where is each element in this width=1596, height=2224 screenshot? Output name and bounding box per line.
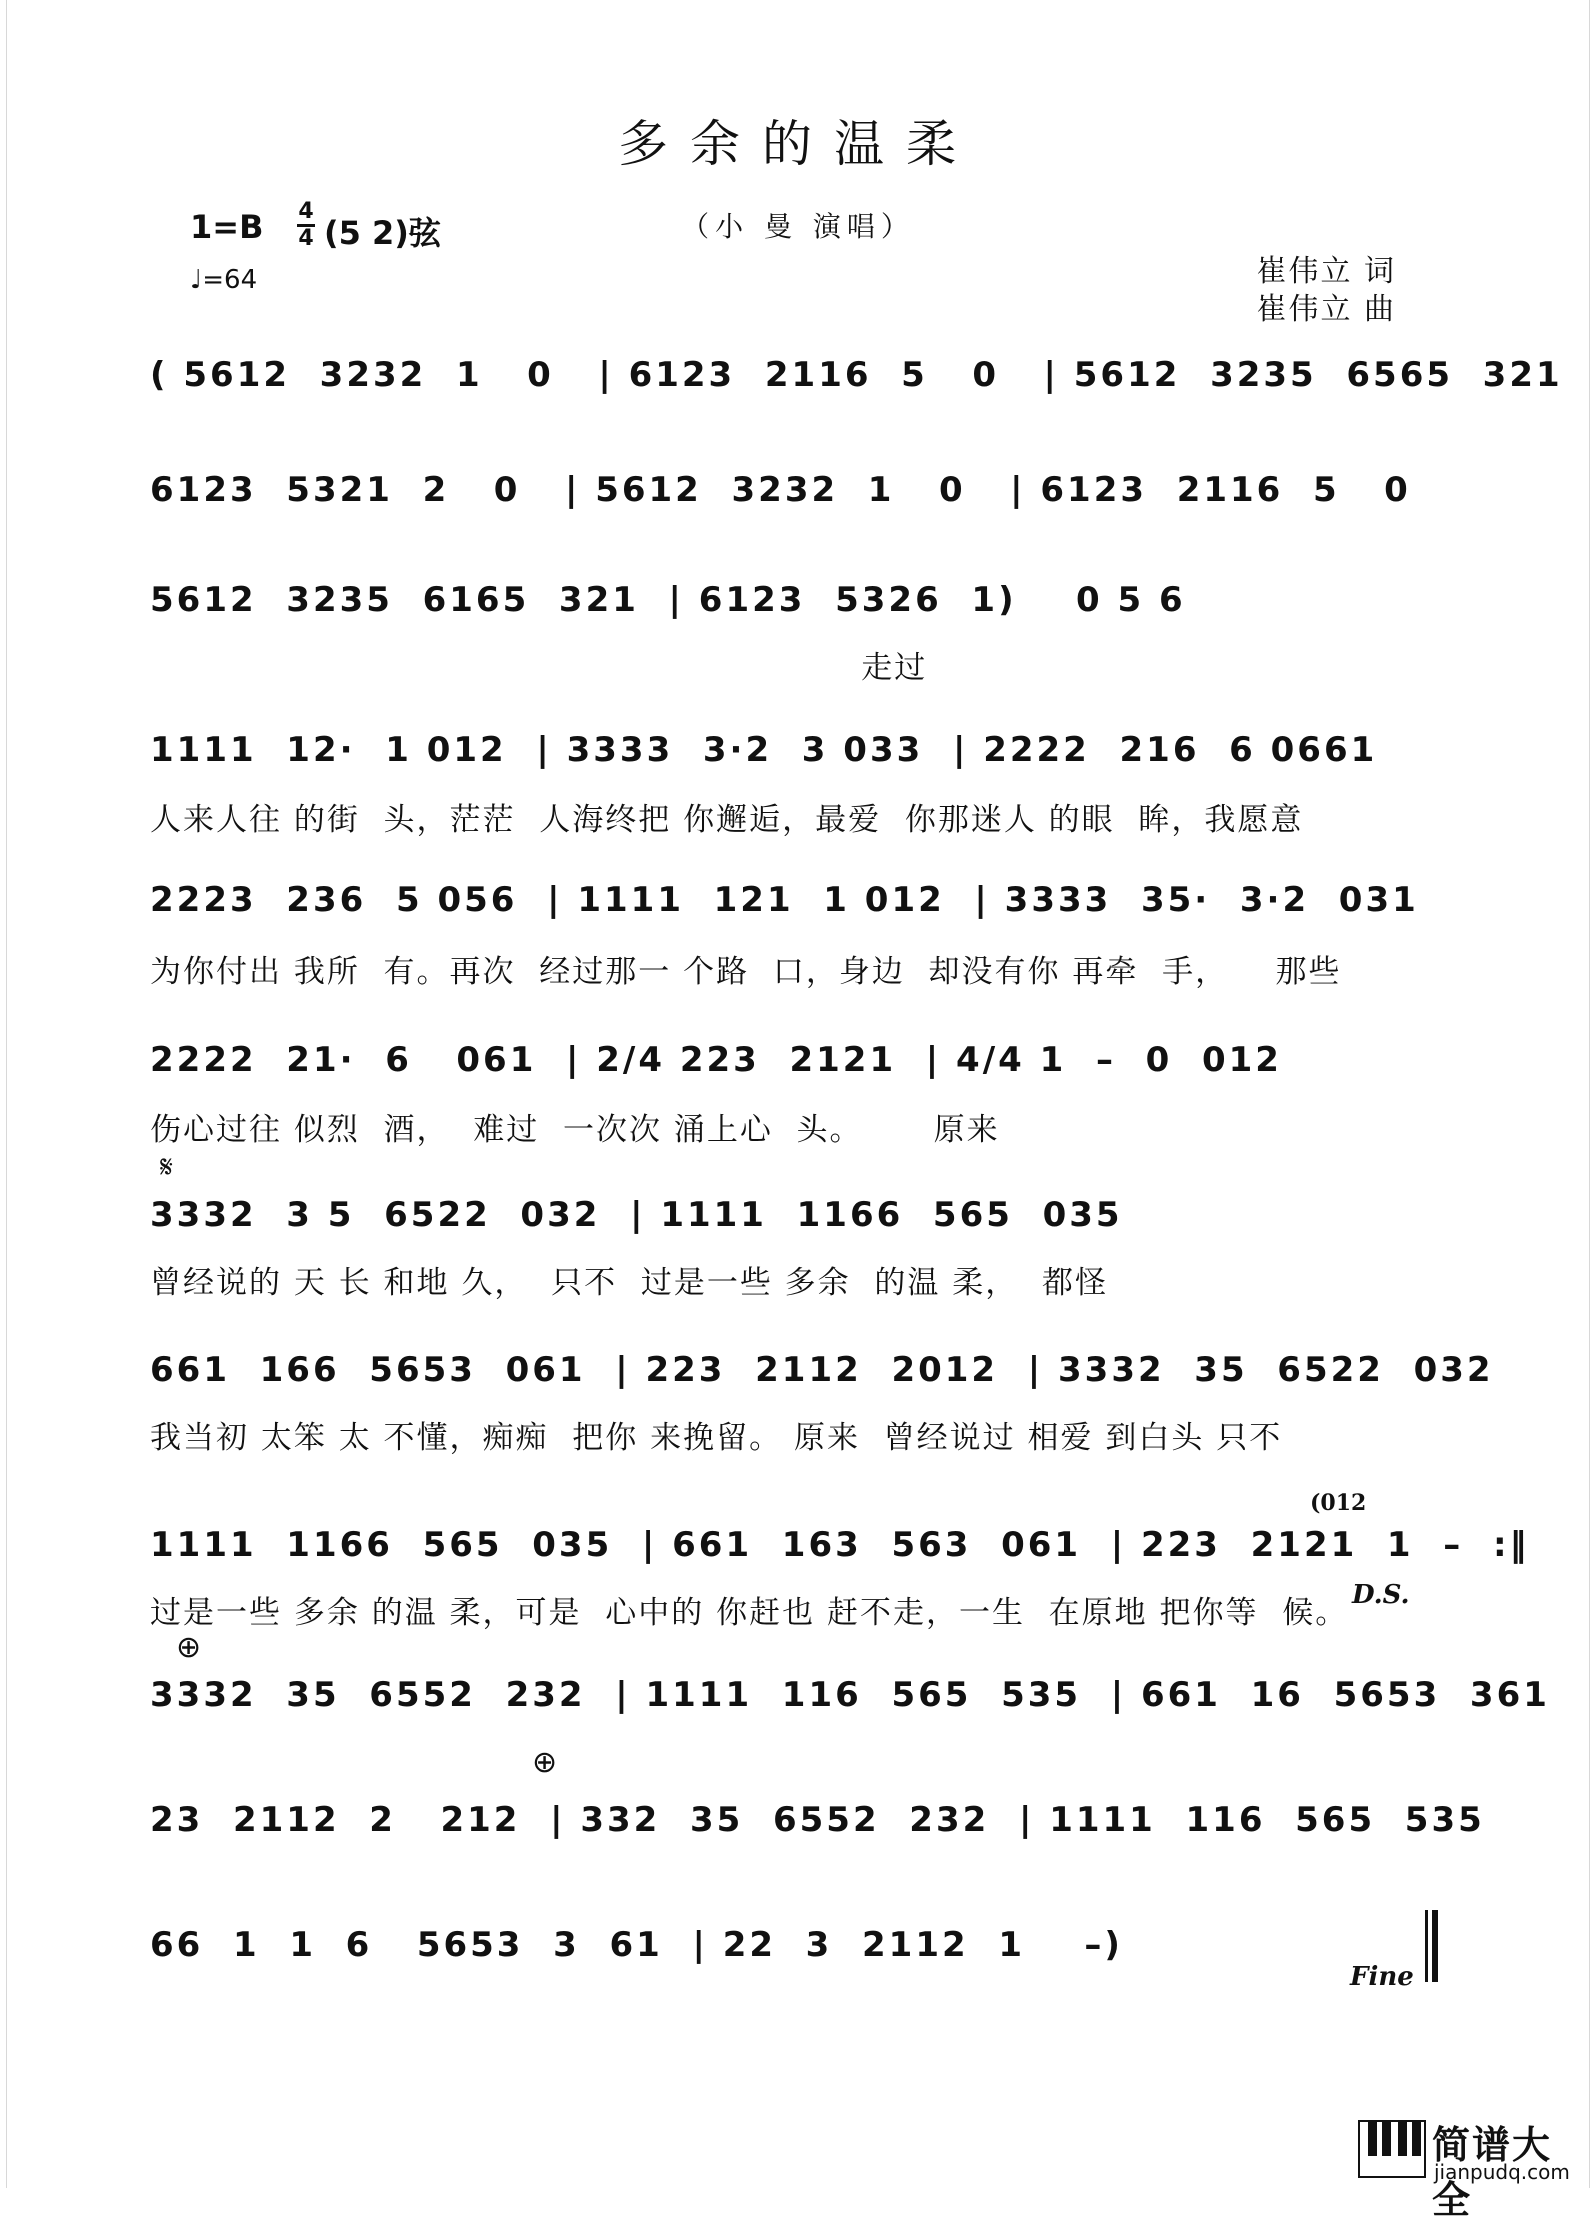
lyrics-line: 曾经说的 天 长 和地 久， 只不 过是一些 多余 的温 柔， 都怪 <box>150 1265 1108 1301</box>
singer-credit: （小 曼 演唱） <box>681 210 915 243</box>
notes-line: 1111 1166 565 035 | 661 163 563 061 | 223 2121 1 – :‖ <box>150 1525 1530 1565</box>
lyricist-credit: 崔伟立 词 <box>1256 254 1396 289</box>
time-bottom: 4 <box>298 226 314 251</box>
time-signature <box>297 200 315 251</box>
time-top: 4 <box>298 199 314 224</box>
notes-line: 3332 3 5 6522 032 | 1111 1166 565 035 <box>150 1195 1123 1235</box>
notes-line: 66 1 1 6 5653 3 61 | 22 3 2112 1 –) <box>150 1925 1123 1965</box>
composer-credit: 崔伟立 曲 <box>1256 292 1396 327</box>
logo-name: 简谱大全 <box>1432 2123 1553 2222</box>
tempo-marking: ♩=64 <box>190 265 258 295</box>
segno-icon: 𝄋 <box>160 1150 173 1185</box>
song-title: 多余的温柔 <box>618 115 978 173</box>
notes-line: ( 5612 3232 1 0 | 6123 2116 5 0 | 5612 3235 6565 321 <box>150 355 1563 395</box>
lyrics-line: 人来人往 的街 头，茫茫 人海终把 你邂逅，最爱 你那迷人 的眼 眸，我愿意 <box>150 802 1304 838</box>
final-barline <box>1425 1910 1428 1982</box>
key-signature: 1=B <box>190 208 264 246</box>
notes-line: 2222 21· 6 061 | 2/4 223 2121 | 4/4 1 – 0 012 <box>150 1040 1282 1080</box>
notes-line: 3332 35 6552 232 | 1111 116 565 535 | 661 16 5653 361 <box>150 1675 1550 1715</box>
lyrics-line: 为你付出 我所 有。再次 经过那一 个路 口，身边 却没有你 再牵 手， 那些 <box>150 954 1342 990</box>
fine-mark: Fine <box>1350 1962 1414 1992</box>
lyrics-line: 伤心过往 似烈 酒， 难过 一次次 涌上心 头。 原来 <box>150 1112 1000 1148</box>
ds-mark: D.S. <box>1352 1580 1410 1610</box>
intro-instrument: (5 2)弦 <box>324 214 441 252</box>
notes-line: 2223 236 5 056 | 1111 121 1 012 | 3333 35· 3·2 031 <box>150 880 1419 920</box>
lyrics-line: 过是一些 多余 的温 柔，可是 心中的 你赶也 赶不走，一生 在原地 把你等 候。 <box>150 1595 1349 1631</box>
notes-line: 6123 5321 2 0 | 5612 3232 1 0 | 6123 2116 5 0 <box>150 470 1411 510</box>
coda-icon: ⊕ <box>532 1745 558 1780</box>
lyrics-line: 我当初 太笨 太 不懂，痴痴 把你 来挽留。 原来 曾经说过 相爱 到白头 只不 <box>150 1420 1283 1456</box>
notes-line: 661 166 5653 061 | 223 2112 2012 | 3332 35 6522 032 <box>150 1350 1494 1390</box>
notes-line: 1111 12· 1 012 | 3333 3·2 3 033 | 2222 216 6 0661 <box>150 730 1378 770</box>
coda-icon: ⊕ <box>176 1630 202 1665</box>
site-logo <box>1358 2112 1588 2222</box>
lyrics-line: 走过 <box>150 650 928 686</box>
logo-url: jianpudq.com <box>1434 2160 1570 2184</box>
notes-line: 5612 3235 6165 321 | 6123 5326 1) 0 5 6 <box>150 580 1186 620</box>
repeat-pickup: (012 <box>1310 1490 1367 1516</box>
notes-line: 23 2112 2 212 | 332 35 6552 232 | 1111 116 565 535 <box>150 1800 1485 1840</box>
piano-keys-icon <box>1358 2120 1426 2178</box>
final-barline-thick <box>1432 1910 1438 1982</box>
